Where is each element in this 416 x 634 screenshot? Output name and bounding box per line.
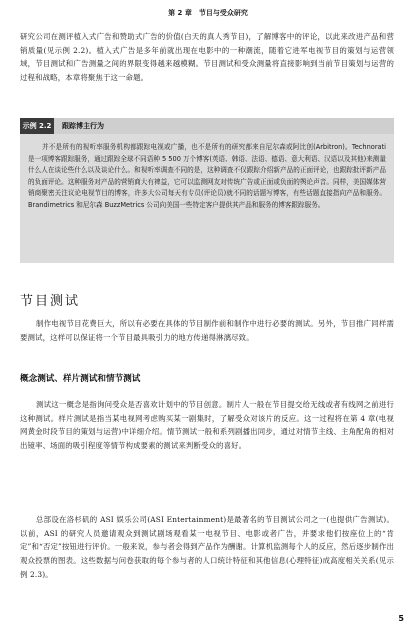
subsection-title: 概念测试、样片测试和情节测试	[20, 374, 141, 384]
page-number: 5	[398, 614, 404, 623]
section-paragraph: 制作电视节目花费巨大，所以有必要在具体的节目制作前和制作中进行必要的测试。另外，节目推广同样需要测试，这样可以保证将一个节目最具吸引力的地方传递得淋漓尽致。	[20, 319, 394, 342]
asi-paragraph: 总部设在洛杉矶的 ASI 娱乐公司(ASI Entertainment)是最著名的节目测试公司之一(也提供广告测试)。以前，ASI 的研究人员邀请观众到测试剧场观看某一电视节目、电影或者广告，并要求他们按座位上的“肯定”和“否定”按钮进行评价。一般来说，参与者会得到产品作为酬谢。计算机监测每个人的反应，然后逐步制作出观众投票的图表。这些数据与问卷获取的每个参与者的人口统计特征和其他信息(心理特征)成高度相关关系(见示例 2.3)。	[20, 515, 394, 579]
example-title: 跟踪博主行为	[62, 122, 104, 130]
section-title: 节目测试	[20, 294, 81, 309]
intro-paragraph: 研究公司在测评植入式广告和赞助式广告的价值(白天的真人秀节目)，了解博客中的评论，以此来改进产品和营销质量(见示例 2.2)。植入式广告是多年前就出现在电影中的一种潮流，随着它进军电视节目的策划与运营领域，节目测试和广告测量之间的界限变得越来越模糊。节目测试和受众测量将直接影响到当前节目策划与运营的过程和战略，本章将聚焦于这一命题。	[20, 32, 394, 83]
example-box	[20, 118, 394, 263]
example-body: 并不是所有的视听率服务机构都跟踪电视或广播，也不是所有的研究都来自尼尔森或阿比创(Arbitron)。Technorati 是一项博客跟踪服务，通过跟踪全球不同语种 5 500 万个博客(英语、韩语、法语、德语、意大利语、汉语以及其他)来测量什么人在谈论些什么以及谈论什么。和视听率调查不同的是，这种调查不仅跟踪介绍新产品的正面评论，也跟踪批评新产品的负面评论。这种服务对产品的营销商大有裨益，它可以监测网友对传统广告或正面或负面的舆论声音。同样，美国媒体营销商聚密关注议论电视节目的博客，许多大公司每天有专员(评论员)就不同的话题写博客，有些话题直接指向产品和服务。Brandimetrics 和尼尔森 BuzzMetrics 公司向美国一些特定客户提供其产品和服务的博客跟踪服务。	[28, 143, 386, 209]
running-head: 第 2 章 节目与受众研究	[168, 9, 248, 17]
example-tag: 示例 2.2	[20, 118, 54, 134]
concept-testing-paragraph: 测试这一概念是指询问受众是否喜欢计划中的节目创意。制片人一般在节目提交给无线或者有线网之前进行这种测试。样片测试是指当某电视网考虑购买某一剧集时，了解受众对该片的反应。这一过程将在第 4 章(电视网黄金时段节目的策划与运营)中详细介绍。情节测试一般和系列剧播出同步，通过对情节主线、主角配角的相对出镜率、场面的吸引程度等情节构成要素的测试来判断受众的喜好。	[20, 400, 394, 451]
